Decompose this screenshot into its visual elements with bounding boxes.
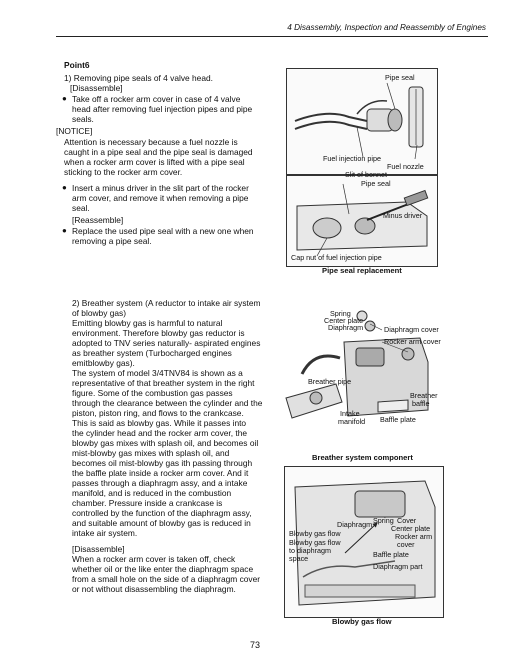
label-diaphragm-3: Diaphragm [337,520,373,529]
point-heading: Point6 [64,60,90,70]
sec2-dline: whether oil or the like enter the diaphragm space [72,564,254,574]
sec1-l2: [Disassemble] [70,83,123,93]
sec1-b3b: removing a pipe seal. [72,236,152,246]
sec2-line: passes through a diaphragm assy, and a intake [72,478,248,488]
notice-text [64,137,290,177]
label-blowby-gas-flow: Blowby gas flow [289,529,341,538]
sec2-line: the baffle plate inside a rocker arm cover. And it [72,468,249,478]
sec2-line: This is said as blowby gas. While it passes into [72,418,247,428]
page-number: 73 [249,640,260,650]
sec2-line: manifold, and is reduced in the combustion [72,488,232,498]
notice-n2: caught in a pipe seal and the pipe seal is damaged [64,147,253,157]
sec2-line: blowby gas mixes with splash oil, and becomes oil [72,438,259,448]
sec2-line: becomes oil mist-blowby gas ith passing through [72,458,253,468]
label-spring: Spring [330,309,351,318]
notice-n4: sticking to the rocker arm cover. [64,167,183,177]
notice-n1: Attention is necessary because a fuel nozzle is [64,137,238,147]
sec2-line: adopted to TNV series naturally- aspirated engines [72,338,261,348]
sec2-line: figure. Some of the combustion gas passes [72,388,233,398]
sec1-l1: 1) Removing pipe seals of 4 valve head. [64,73,213,83]
sec1-b2c: seal. [72,203,90,213]
notice-label: [NOTICE] [56,126,93,136]
label-minus-driver: Minus driver [383,211,423,220]
label-fuel-injection-pipe: Fuel injection pipe [323,154,381,163]
sec1-b1a: Take off a rocker arm cover in case of 4 valve [72,94,241,104]
sec2-line: the cylinder head and the rocker arm cover, the [72,428,248,438]
label-diaphragm-part: Diaphragm part [373,562,423,571]
label-breather-baffle-2: baffle [412,399,430,408]
sec2-line: representative of that breather system in the right [72,378,255,388]
label-slit-of-bonnet: Slit of bonnet [345,170,387,179]
sec2-line: chamber. Pressure inside a crankcase is [72,498,223,508]
label-diaphragm: Diaphragm [328,323,364,332]
label-cap-nut: Cap nut of fuel injection pipe [291,253,382,262]
bullet-icon: ● [62,183,67,192]
figure-pipe-seal-top [286,68,438,175]
figure-blowby-flow [284,466,444,618]
sec1-bullet3 [62,226,288,246]
sec2-line: Emitting blowby gas is harmful to natural [72,318,223,328]
label-intake-manifold: Intake [340,409,360,418]
label-center-plate-3: Center plate [391,524,431,533]
sec2-line: environment. Therefore blowby gas reductor is [72,328,245,338]
label-fuel-nozzle: Fuel nozzle [387,162,424,171]
sec1-b2a: Insert a minus driver in the slit part of the rocker [72,183,249,193]
sec2-line: and suitable amount of blowby gas is reduced in [72,518,251,528]
sec2-line: 2) Breather system (A reductor to intake air system [72,298,261,308]
sec1-bullet2 [62,183,288,213]
sec1-b1b: head after removing fuel injection pipes and pipe [72,104,253,114]
label-baffle-plate-3: Baffle plate [373,550,409,559]
label-to-diaphragm: to diaphragm [289,546,331,555]
sec2-line: piston, piston ring, and flows to the crankcase. [72,408,244,418]
sec1-b1c: seals. [72,114,94,124]
label-spring-3: Spring [373,516,394,525]
figure-breather-system [282,302,442,452]
label-breather-baffle: Breather [410,391,438,400]
label-blowby-gas-flow-2: Blowby gas flow [289,538,341,547]
sec1-b3a: Replace the used pipe seal with a new one when [72,226,254,236]
notice-n3: when a rocker arm cover is lifted with a pipe seal [64,157,245,167]
sec2-line: of blowby gas) [72,308,126,318]
sec2-body [72,298,292,594]
page-header [56,22,488,37]
sec1-bullet1 [62,94,282,124]
bullet-icon: ● [62,94,67,103]
sec2-line: mist-blowby gas mixes with splash oil, and [72,448,230,458]
sec2-disassemble-label: [Disassemble] [72,544,125,554]
sec2-line: controlled by the function of the diaphragm assy, [72,508,252,518]
sec2-dline: or not without disassembling the diaphragm. [72,584,236,594]
caption-pipe-seal-replacement: Pipe seal replacement [322,266,402,275]
sec1-b2b: arm cover, and remove it when removing a pipe [72,193,249,203]
label-pipe-seal-2: Pipe seal [361,179,391,188]
sec2-line: through the clearance between the cylinder and the [72,398,263,408]
sec2-dline: When a rocker arm cover is taken off, check [72,554,236,564]
label-intake-manifold-2: manifold [338,417,366,426]
sec2-line: intake air system. [72,528,138,538]
label-rocker-arm-3: Rocker arm [395,532,433,541]
label-diaphragm-cover: Diaphragm cover [384,325,439,334]
label-cover-3: Cover [397,516,417,525]
label-baffle-plate: Baffle plate [380,415,416,424]
sec2-dline: from a small hole on the side of a diaphragm cover [72,574,261,584]
label-center-plate: Center plate [324,316,364,325]
label-cover-3b: cover [397,540,415,549]
figure-pipe-seal-bottom [286,170,438,267]
caption-blowby-gas-flow: Blowby gas flow [332,617,392,626]
sec2-line: The system of model 3/4TNV84 is shown as a [72,368,243,378]
caption-breather-system: Breather system componert [312,453,413,462]
label-space: space [289,554,309,563]
reassemble-label: [Reassemble] [72,215,124,225]
bullet-icon: ● [62,226,67,235]
sec2-line: as breather system (Turbocharged engines [72,348,232,358]
header-title: 4 Disassembly, Inspection and Reassembly of Engines [287,23,486,32]
label-rocker-arm-cover: Rocker arm cover [384,337,441,346]
label-pipe-seal: Pipe seal [385,73,415,82]
sec2-line: emitblowby gas). [72,358,135,368]
label-breather-pipe: Breather pipe [308,377,352,386]
